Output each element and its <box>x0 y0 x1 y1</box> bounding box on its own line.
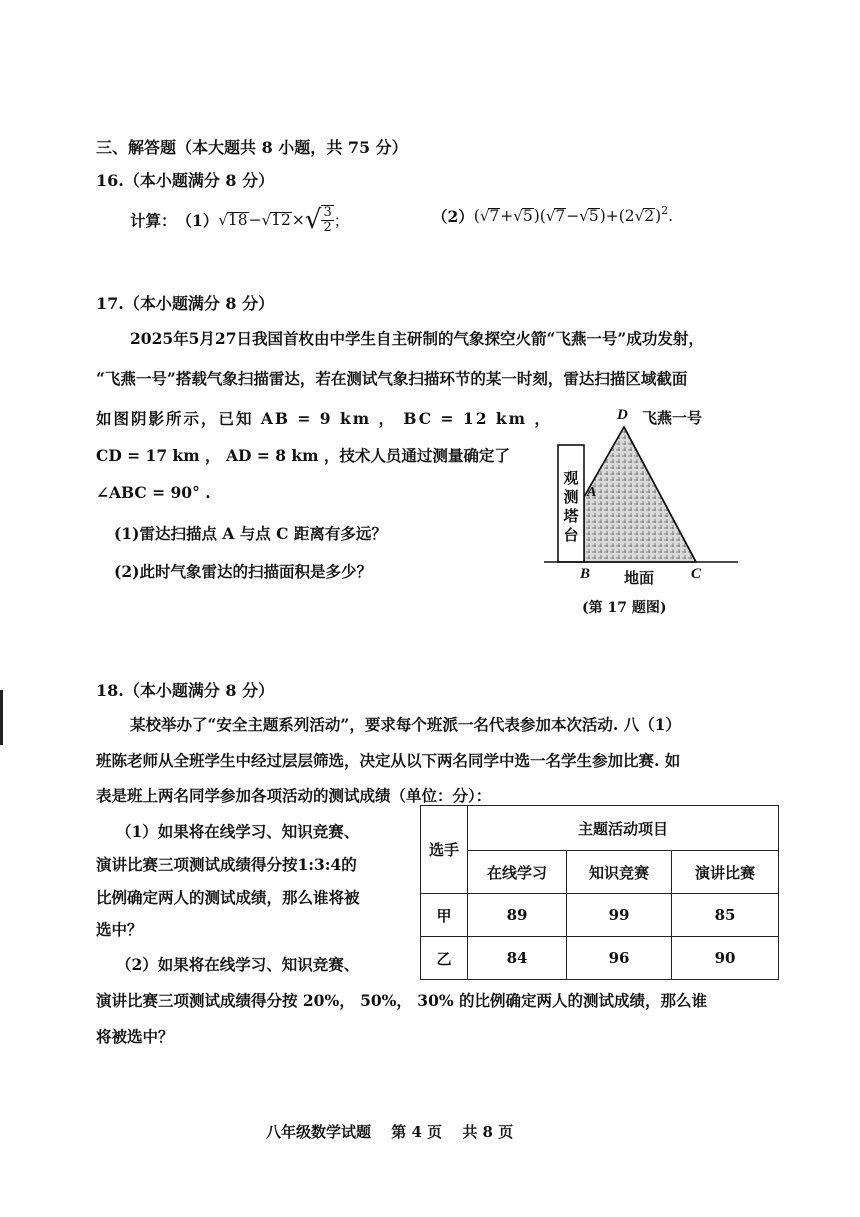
q16-p1-radicand-18: 18 <box>227 211 248 230</box>
scan-region <box>584 427 696 562</box>
table-cell: 84 <box>468 937 567 980</box>
sqrt-sign: √ <box>479 207 490 225</box>
section-title: 三、解答题（本大题共 8 小题，共 75 分） <box>96 138 408 157</box>
page-footer: 八年级数学试题 第 4 页 共 8 页 <box>266 1123 514 1141</box>
q17-line2: “飞燕一号”搭载气象扫描雷达，若在测试气象扫描环节的某一时刻，雷达扫描区域截面 <box>96 369 688 388</box>
q16-p1-radicand-12: 12 <box>271 211 291 230</box>
q18-sub1-b: 演讲比赛三项测试成绩得分按1:3:4的 <box>96 855 357 874</box>
q18-line1: 某校举办了“安全主题系列活动”，要求每个班派一名代表参加本次活动. 八（1） <box>130 715 681 734</box>
q18-sub2-b: 演讲比赛三项测试成绩得分按 20%， 50%， 30% 的比例确定两人的测试成绩，那么谁 <box>96 991 707 1010</box>
tower-char: 测 <box>563 488 579 506</box>
label-B: B <box>580 566 591 582</box>
label-D: D <box>617 407 628 423</box>
paren: ( <box>473 207 480 225</box>
radicand: 2 <box>644 206 655 225</box>
table-cell-name: 甲 <box>421 894 468 937</box>
minus-sign: − <box>248 211 262 230</box>
radicand: 7 <box>489 206 500 225</box>
tower-char: 观 <box>563 469 579 487</box>
page-edge-mark <box>0 690 3 745</box>
q16-part2-label: （2） <box>432 207 474 226</box>
q17-line5: ∠ABC = 90° . <box>96 483 211 502</box>
paren: )( <box>533 207 546 225</box>
label-C: C <box>691 566 702 582</box>
q17-number: 17.（本小题满分 8 分） <box>96 294 275 313</box>
figure-caption: (第 17 题图) <box>582 600 667 616</box>
tower-label <box>562 469 580 545</box>
plus-sign: + <box>500 207 514 225</box>
period: . <box>668 207 674 225</box>
fraction-denominator: 2 <box>323 220 332 236</box>
sqrt-sign: √ <box>261 211 272 230</box>
q16-number: 16.（本小题满分 8 分） <box>96 171 275 190</box>
sqrt-sign: √ <box>634 207 645 225</box>
table-row <box>421 937 779 980</box>
table-cell-name: 乙 <box>421 937 468 980</box>
fraction-numerator: 3 <box>323 205 332 220</box>
exponent: 2 <box>661 203 669 217</box>
score-table <box>420 805 779 980</box>
q16-p1-fraction <box>321 205 333 236</box>
q16-expression <box>130 205 349 236</box>
q16-part1-label: （1） <box>176 211 219 231</box>
table-header: 在线学习 <box>468 851 567 894</box>
minus-sign: − <box>566 207 580 225</box>
paren: )+(2 <box>599 207 635 225</box>
table-cell: 90 <box>672 937 779 980</box>
table-subheader-row <box>421 851 779 894</box>
table-header: 知识竞赛 <box>567 851 672 894</box>
radicand: 7 <box>555 206 566 225</box>
q17-sub1: (1)雷达扫描点 A 与点 C 距离有多远？ <box>114 524 387 543</box>
tower-char: 塔 <box>563 507 579 525</box>
sqrt-sign: √ <box>545 207 556 225</box>
q16-p1-end: ； <box>333 212 350 231</box>
label-ground: 地面 <box>624 569 655 587</box>
q17-sub2: (2)此时气象雷达的扫描面积是多少？ <box>114 562 372 581</box>
q18-sub1-a: （1）如果将在线学习、知识竞赛、 <box>116 822 360 841</box>
q16-lead: 计算： <box>130 211 177 231</box>
q17-line4: CD = 17 km ， AD = 8 km ，技术人员通过测量确定了 <box>96 446 510 465</box>
q18-number: 18.（本小题满分 8 分） <box>96 681 275 700</box>
q17-line1: 2025年5月27日我国首枚由中学生自主研制的气象探空火箭“飞燕一号”成功发射， <box>130 329 704 348</box>
label-rocket: 飞燕一号 <box>642 409 703 427</box>
table-cell: 85 <box>672 894 779 937</box>
label-A: A <box>587 485 597 500</box>
table-cell: 96 <box>567 937 672 980</box>
q18-sub1-d: 选中？ <box>96 920 143 939</box>
q16-expression-2 <box>432 205 673 227</box>
times-sign: × <box>291 211 305 230</box>
table-corner: 选手 <box>421 806 468 894</box>
table-header: 演讲比赛 <box>672 851 779 894</box>
radicand: 5 <box>522 206 533 225</box>
q17-line3: 如图阴影所示，已知 AB = 9 km ， BC = 12 km ， <box>96 409 552 428</box>
sqrt-sign: √ <box>513 207 523 225</box>
table-header-row <box>421 806 779 851</box>
q18-line2: 班陈老师从全班学生中经过层层筛选，决定从以下两名同学中选一名学生参加比赛. 如 <box>96 751 681 770</box>
paren: ) <box>655 207 662 225</box>
sqrt-sign: √ <box>579 207 589 225</box>
q18-sub2-a: （2）如果将在线学习、知识竞赛、 <box>116 955 360 974</box>
q18-line3: 表是班上两名同学参加各项活动的测试成绩（单位：分）： <box>96 786 492 805</box>
sqrt-sign: √ <box>218 211 228 230</box>
sqrt-sign: √ <box>304 205 322 236</box>
q17-figure <box>538 405 748 620</box>
table-row <box>421 894 779 937</box>
tower-char: 台 <box>563 526 579 544</box>
table-cell: 89 <box>468 894 567 937</box>
table-cell: 99 <box>567 894 672 937</box>
q18-sub2-c: 将被选中？ <box>96 1027 174 1046</box>
radicand: 5 <box>588 206 599 225</box>
table-group-header: 主题活动项目 <box>468 806 779 851</box>
q18-sub1-c: 比例确定两人的测试成绩，那么谁将被 <box>96 888 360 907</box>
